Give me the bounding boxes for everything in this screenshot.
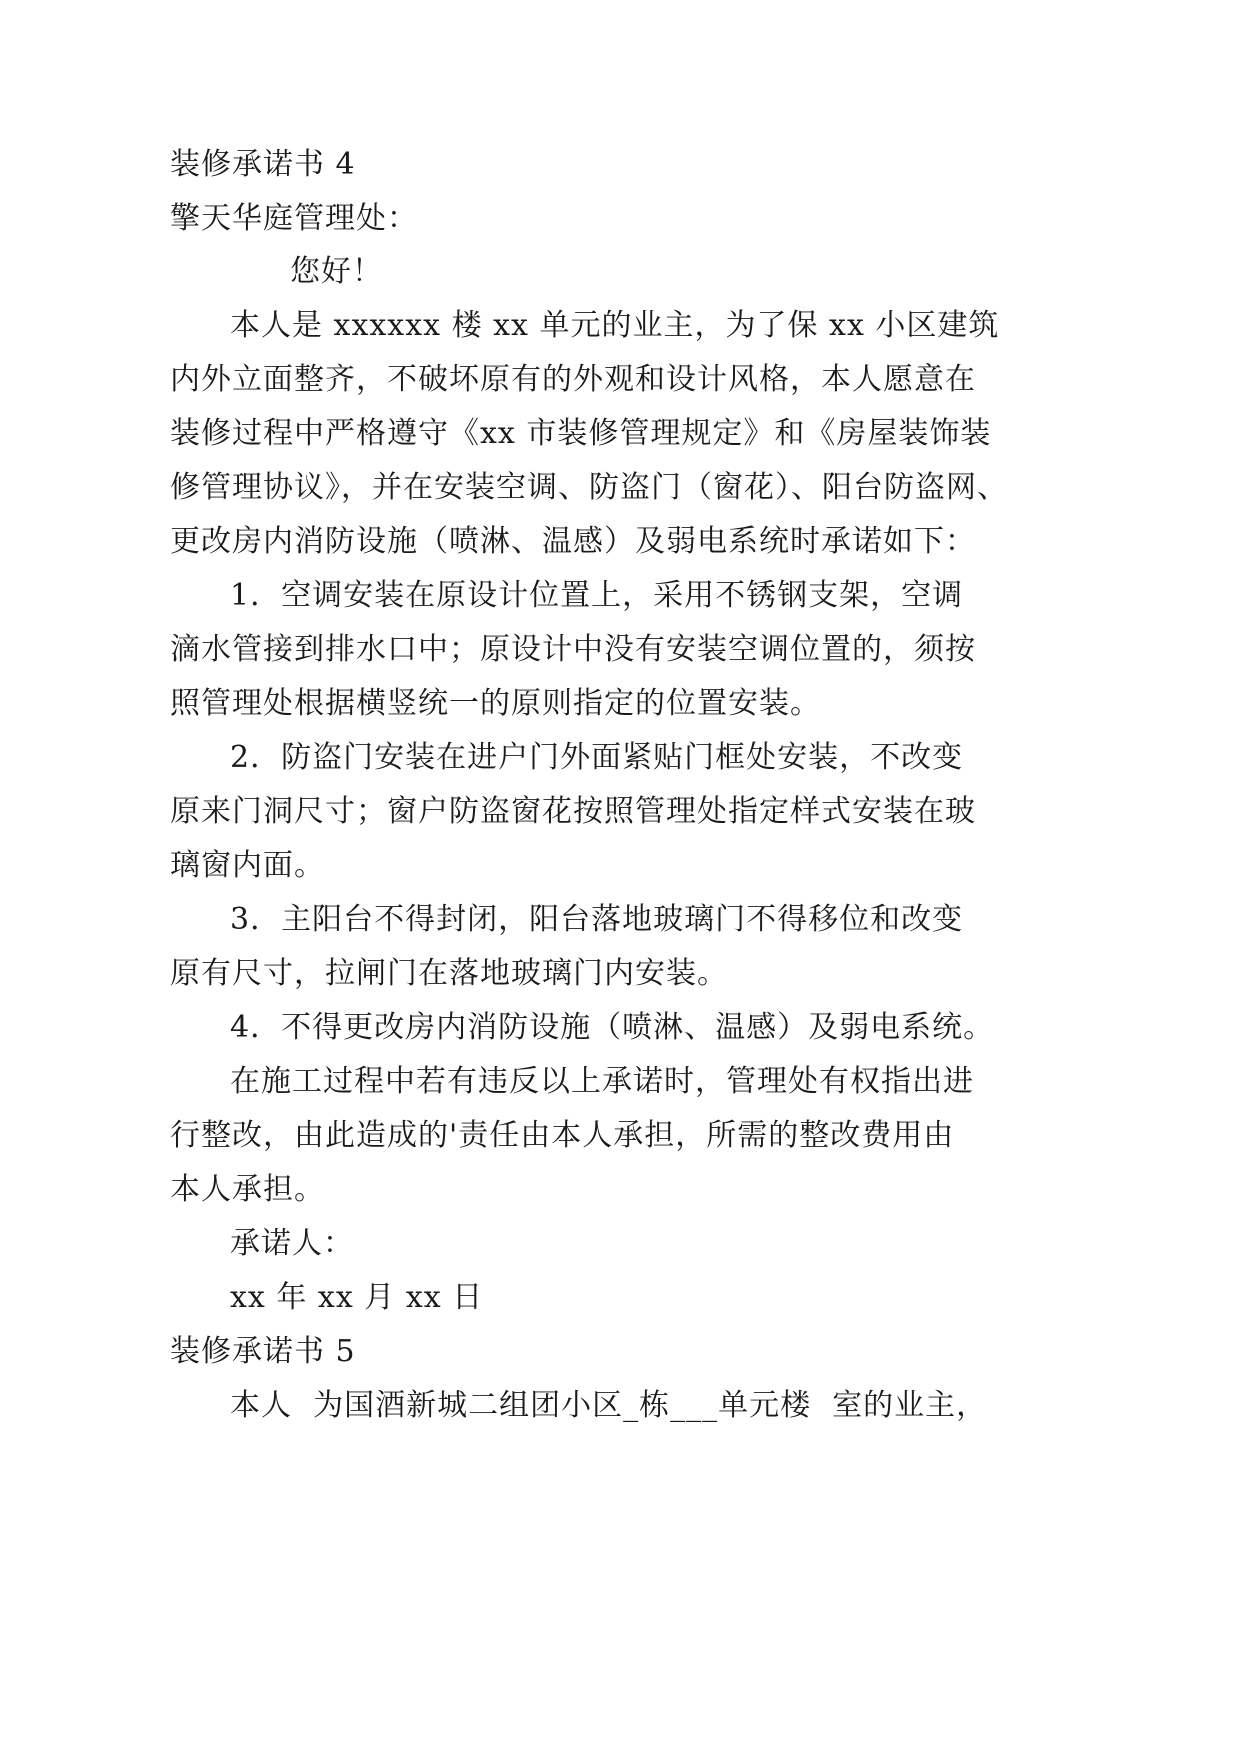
list-item-line: 3．主阳台不得封闭，阳台落地玻璃门不得移位和改变 xyxy=(230,902,964,937)
paragraph-line: 行整改，由此造成的'责任由本人承担，所需的整改费用由 xyxy=(170,1118,955,1153)
list-item-line: 2．防盗门安装在进户门外面紧贴门框处安装，不改变 xyxy=(230,740,964,775)
paragraph-line: 内外立面整齐，不破坏原有的外观和设计风格，本人愿意在 xyxy=(170,362,976,397)
list-item-line: 1．空调安装在原设计位置上，采用不锈钢支架，空调 xyxy=(230,578,964,613)
date-line: xx 年 xx 月 xx 日 xyxy=(230,1280,484,1315)
paragraph-line: 在施工过程中若有违反以上承诺时，管理处有权指出进 xyxy=(230,1064,974,1099)
list-item-line: 璃窗内面。 xyxy=(170,848,325,883)
list-item-line: 照管理处根据横竖统一的原则指定的位置安装。 xyxy=(170,686,821,721)
paragraph-line: 本人是 xxxxxx 楼 xx 单元的业主，为了保 xx 小区建筑 xyxy=(230,308,1000,343)
paragraph-line: 修管理协议》，并在安装空调、防盗门（窗花）、阳台防盗网、 xyxy=(170,470,1008,505)
paragraph-line: 本人承担。 xyxy=(170,1172,325,1207)
salutation: 擎天华庭管理处： xyxy=(170,201,418,236)
list-item-line: 4．不得更改房内消防设施（喷淋、温感）及弱电系统。 xyxy=(230,1010,995,1045)
paragraph-line: 本人 为国酒新城二组团小区_栋___单元楼 室的业主， xyxy=(230,1388,988,1423)
heading-4: 装修承诺书 4 xyxy=(170,147,356,182)
signatory-label: 承诺人： xyxy=(230,1226,354,1261)
list-item-line: 原有尺寸，拉闸门在落地玻璃门内安装。 xyxy=(170,956,728,991)
greeting: 您好！ xyxy=(290,254,383,289)
paragraph-line: 更改房内消防设施（喷淋、温感）及弱电系统时承诺如下： xyxy=(170,524,976,559)
heading-5: 装修承诺书 5 xyxy=(170,1334,356,1369)
list-item-line: 滴水管接到排水口中；原设计中没有安装空调位置的，须按 xyxy=(170,632,976,667)
paragraph-line: 装修过程中严格遵守《xx 市装修管理规定》和《房屋装饰装 xyxy=(170,416,992,451)
list-item-line: 原来门洞尺寸；窗户防盗窗花按照管理处指定样式安装在玻 xyxy=(170,794,976,829)
